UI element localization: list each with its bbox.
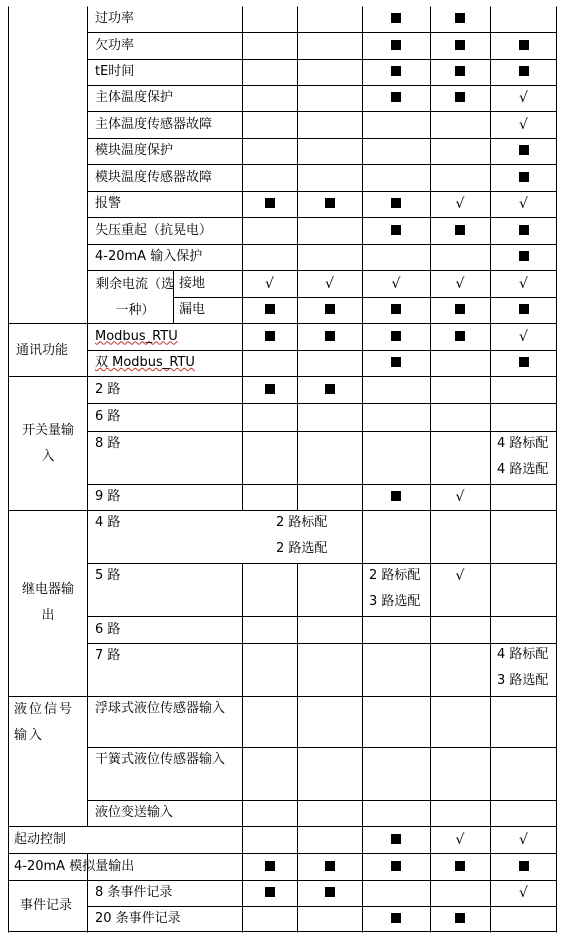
note-switch-8-std: 4 路标配 bbox=[497, 436, 549, 451]
filled-square-mark bbox=[255, 191, 285, 217]
filled-square-mark bbox=[445, 218, 475, 244]
filled-square-mark bbox=[381, 191, 411, 217]
filled-square-mark bbox=[381, 484, 411, 510]
note-relay-7-std: 4 路标配 bbox=[497, 647, 549, 662]
filled-square-mark bbox=[509, 218, 539, 244]
filled-square-mark bbox=[509, 350, 539, 376]
row-label: 液位变送输入 bbox=[95, 805, 174, 820]
check-mark: √ bbox=[519, 90, 528, 106]
row-label: 报警 bbox=[95, 196, 122, 211]
filled-square-mark bbox=[255, 854, 285, 880]
filled-square-mark bbox=[445, 6, 475, 32]
check-mark: √ bbox=[325, 275, 334, 292]
filled-square-mark bbox=[381, 33, 411, 59]
filled-square-mark bbox=[509, 59, 539, 85]
filled-square-mark bbox=[509, 33, 539, 59]
check-mark: √ bbox=[519, 328, 528, 345]
note-relay-4-std: 2 路标配 bbox=[276, 515, 328, 530]
filled-square-mark bbox=[381, 827, 411, 853]
row-label: 接地 bbox=[179, 275, 206, 291]
section-switch-input: 开关量输入 bbox=[21, 423, 74, 464]
check-mark: √ bbox=[455, 196, 465, 212]
row-label: 浮球式液位传感器输入 bbox=[95, 701, 226, 716]
filled-square-mark bbox=[381, 906, 411, 932]
row-label: 模块温度传感器故障 bbox=[95, 169, 213, 185]
note-relay-5-opt: 3 路选配 bbox=[369, 594, 421, 609]
row-label: 4-20mA 输入保护 bbox=[95, 249, 203, 264]
filled-square-mark bbox=[509, 138, 539, 164]
filled-square-mark bbox=[445, 324, 475, 350]
check-mark: √ bbox=[391, 275, 401, 292]
section-level-signal: 液位信号输入 bbox=[14, 702, 75, 743]
row-label: 4 路 bbox=[95, 515, 121, 530]
row-label: 4-20mA 模拟量输出 bbox=[14, 858, 135, 874]
filled-square-mark bbox=[255, 880, 285, 906]
filled-square-mark bbox=[381, 350, 411, 376]
residual-current-label: 剩余电流（选一种） bbox=[95, 277, 174, 318]
filled-square-mark bbox=[315, 377, 345, 403]
check-mark: √ bbox=[455, 568, 465, 584]
check-mark: √ bbox=[519, 885, 528, 901]
check-mark: √ bbox=[455, 831, 465, 848]
row-label: 干簧式液位传感器输入 bbox=[95, 752, 226, 767]
note-relay-4-opt: 2 路选配 bbox=[276, 541, 328, 556]
filled-square-mark bbox=[509, 244, 539, 270]
filled-square-mark bbox=[381, 218, 411, 244]
filled-square-mark bbox=[315, 880, 345, 906]
filled-square-mark bbox=[315, 191, 345, 217]
note-relay-5-std: 2 路标配 bbox=[369, 568, 421, 583]
filled-square-mark bbox=[315, 324, 345, 350]
section-event-record: 事件记录 bbox=[20, 898, 73, 913]
check-mark: √ bbox=[265, 275, 274, 292]
filled-square-mark bbox=[255, 297, 285, 323]
check-mark: √ bbox=[455, 275, 465, 292]
row-label: 6 路 bbox=[95, 621, 121, 637]
row-label: 20 条事件记录 bbox=[95, 911, 181, 926]
filled-square-mark bbox=[381, 6, 411, 32]
row-label: 起动控制 bbox=[14, 831, 67, 847]
check-mark: √ bbox=[519, 196, 528, 212]
filled-square-mark bbox=[509, 297, 539, 323]
filled-square-mark bbox=[509, 854, 539, 880]
filled-square-mark bbox=[381, 324, 411, 350]
table-grid bbox=[8, 6, 557, 932]
row-label: 双 Modbus_RTU bbox=[95, 355, 195, 370]
filled-square-mark bbox=[381, 85, 411, 111]
check-mark: √ bbox=[455, 489, 465, 505]
section-relay-output: 继电器输出 bbox=[21, 582, 74, 623]
check-mark: √ bbox=[519, 275, 528, 292]
filled-square-mark bbox=[381, 59, 411, 85]
note-relay-7-opt: 3 路选配 bbox=[497, 673, 549, 688]
row-label: 主体温度保护 bbox=[95, 90, 174, 105]
row-label: 欠功率 bbox=[95, 37, 135, 53]
filled-square-mark bbox=[445, 854, 475, 880]
section-comm: 通讯功能 bbox=[16, 343, 69, 358]
filled-square-mark bbox=[315, 854, 345, 880]
filled-square-mark bbox=[315, 297, 345, 323]
row-label: 5 路 bbox=[95, 568, 121, 583]
filled-square-mark bbox=[381, 854, 411, 880]
row-label: Modbus_RTU bbox=[95, 328, 178, 344]
filled-square-mark bbox=[445, 297, 475, 323]
row-label: 6 路 bbox=[95, 409, 121, 424]
row-label: 模块温度保护 bbox=[95, 143, 174, 158]
filled-square-mark bbox=[445, 85, 475, 111]
row-label: 7 路 bbox=[95, 648, 121, 663]
row-label: 2 路 bbox=[95, 381, 121, 397]
filled-square-mark bbox=[255, 324, 285, 350]
row-label: 过功率 bbox=[95, 11, 135, 26]
row-label: 主体温度传感器故障 bbox=[95, 116, 213, 132]
filled-square-mark bbox=[381, 297, 411, 323]
note-switch-8-opt: 4 路选配 bbox=[497, 462, 549, 477]
row-label: tE时间 bbox=[95, 64, 135, 79]
row-label: 漏电 bbox=[179, 302, 206, 317]
check-mark: √ bbox=[519, 116, 528, 133]
filled-square-mark bbox=[445, 906, 475, 932]
row-label: 失压重起（抗晃电） bbox=[95, 222, 213, 238]
filled-square-mark bbox=[255, 377, 285, 403]
check-mark: √ bbox=[519, 831, 528, 848]
row-label: 8 条事件记录 bbox=[95, 885, 173, 900]
row-label: 8 路 bbox=[95, 436, 121, 451]
spec-table bbox=[8, 6, 557, 932]
filled-square-mark bbox=[445, 59, 475, 85]
filled-square-mark bbox=[445, 33, 475, 59]
filled-square-mark bbox=[509, 165, 539, 191]
row-label: 9 路 bbox=[95, 489, 121, 504]
